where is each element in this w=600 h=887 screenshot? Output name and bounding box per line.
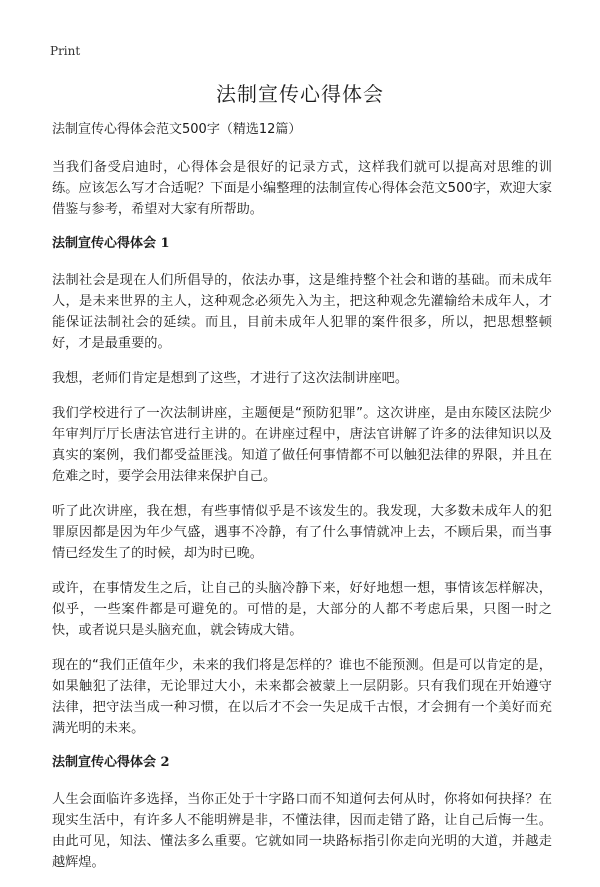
paragraph: 我们学校进行了一次法制讲座，主题便是“预防犯罪”。这次讲座，是由东陵区法院少年审判厅厅长唐法官进行主讲的。在讲座过程中，唐法官讲解了许多的法律知识以及真实的案例，我们都受益匪浅。知道了做任何事情都不可以触犯法律的界限，并且在危难之时，要学会用法律来保护自己。 xyxy=(52,406,552,484)
article-subtitle: 法制宣传心得体会范文500字（精选12篇） xyxy=(52,122,302,137)
paragraph: 我想，老师们肯定是想到了这些，才进行了这次法制讲座吧。 xyxy=(52,371,409,386)
paragraph: 或许，在事情发生之后，让自己的头脑冷静下来，好好地想一想，事情该怎样解决，似乎，一些案件都是可避免的。可惜的是，大部分的人都不考虑后果，只图一时之快，或者说只是头脑充血，就会铸成大错。 xyxy=(52,581,552,638)
intro-paragraph: 当我们备受启迪时，心得体会是很好的记录方式，这样我们就可以提高对思维的训练。应该怎么写才合适呢？下面是小编整理的法制宣传心得体会范文500字，欢迎大家借鉴与参考，希望对大家有所帮助。 xyxy=(52,160,552,217)
paragraph: 现在的“我们正值年少，未来的我们将是怎样的？谁也不能预测。但是可以肯定的是，如果触犯了法律，无论罪过大小，未来都会被蒙上一层阴影。只有我们现在开始遵守法律，把守法当成一种习惯，在以后才不会一失足成千古恨，才会拥有一个美好而充满光明的未来。 xyxy=(52,658,552,736)
section-heading: 法制宣传心得体会 2 xyxy=(52,755,170,770)
paragraph: 听了此次讲座，我在想，有些事情似乎是不该发生的。我发现，大多数未成年人的犯罪原因都是因为年少气盛，遇事不冷静，有了什么事情就冲上去，不顾后果，而当事情已经发生了的时候，却为时已晚。 xyxy=(52,504,552,561)
paragraph: 法制社会是现在人们所倡导的，依法办事，这是维持整个社会和谐的基础。而未成年人，是未来世界的主人，这种观念必须先入为主，把这种观念先灌输给未成年人，才能保证法制社会的延续。而且，目前未成年人犯罪的案件很多，所以，把思想整顿好，才是最重要的。 xyxy=(52,273,552,351)
section-heading: 法制宣传心得体会 1 xyxy=(52,236,170,251)
page-title: 法制宣传心得体会 xyxy=(216,82,384,106)
article-body xyxy=(52,120,552,887)
paragraph: 人生会面临许多选择，当你正处于十字路口而不知道何去何从时，你将如何抉择？在现实生活中，有许多人不能明辨是非，不懂法律，因而走错了路，让自己后悔一生。由此可见，知法、懂法多么重要。它就如同一块路标指引你走向光明的大道，并越走越辉煌。 xyxy=(52,792,552,870)
print-link[interactable]: Print xyxy=(50,44,81,58)
